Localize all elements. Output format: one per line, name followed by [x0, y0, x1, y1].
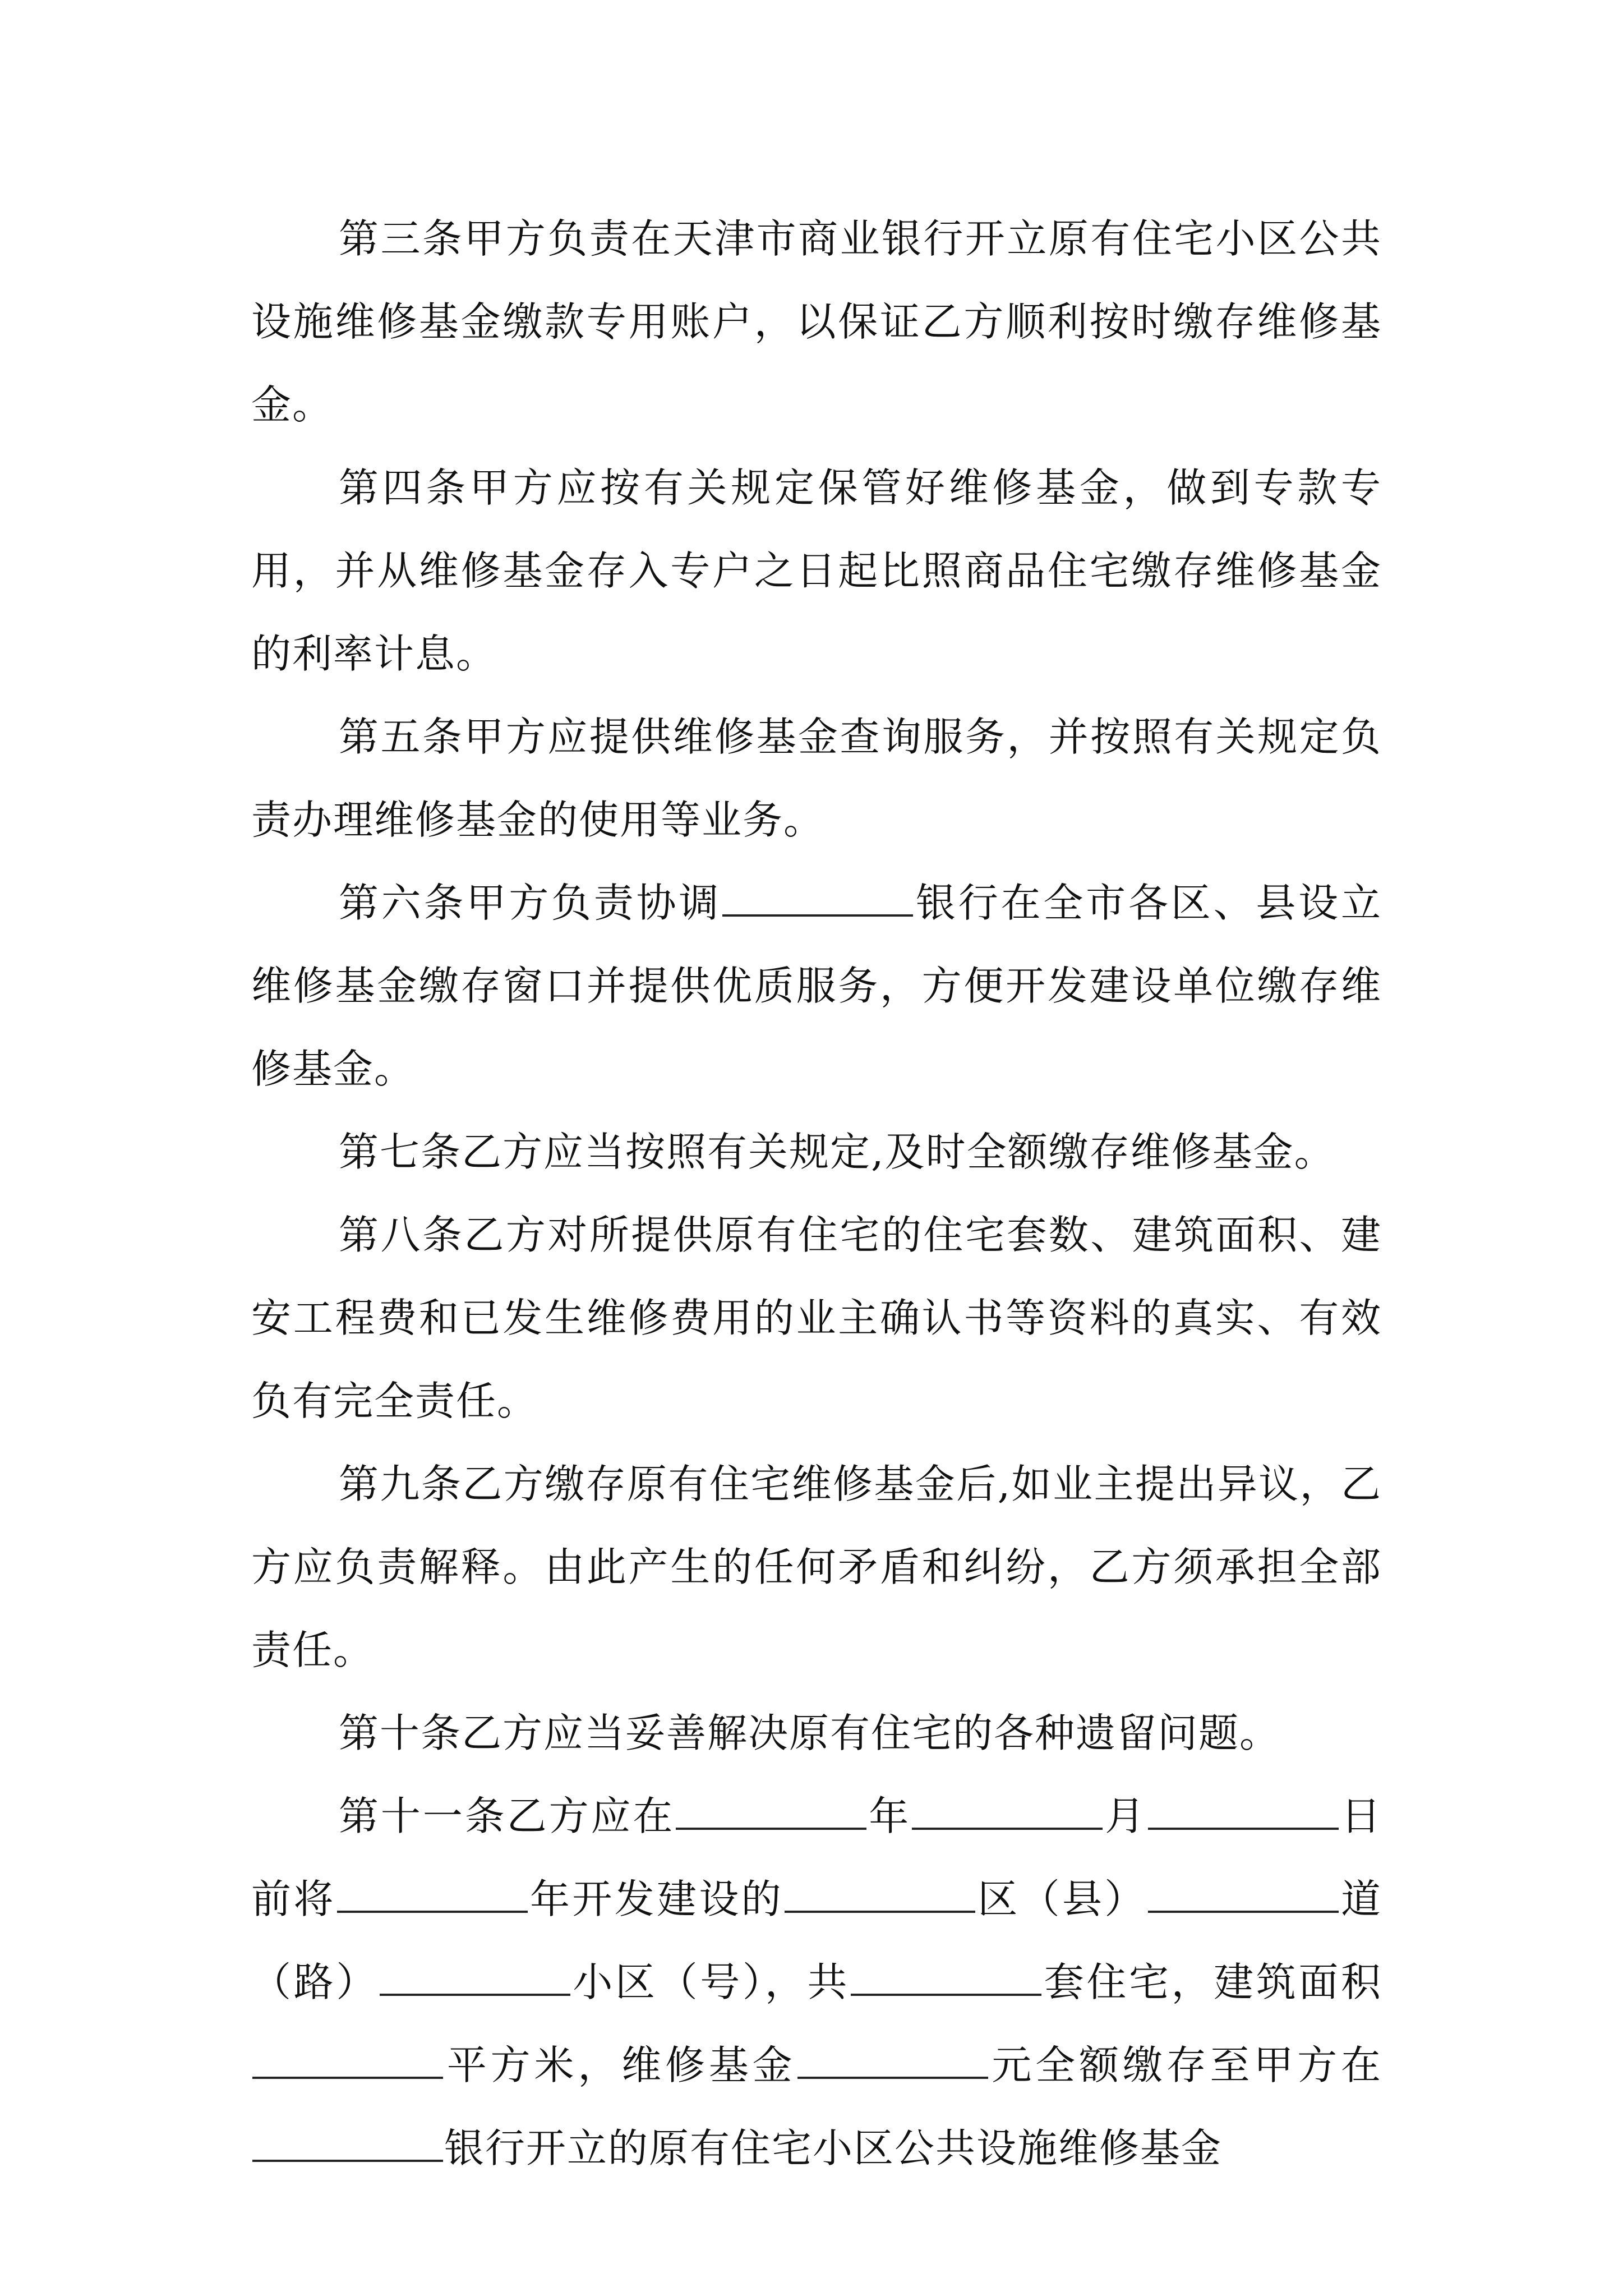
blank-field[interactable]	[722, 881, 913, 917]
article-11-text: 第十一条乙方应在	[339, 1793, 675, 1839]
blank-field[interactable]	[785, 1877, 975, 1913]
article-6	[251, 862, 1382, 1111]
article-3	[251, 197, 1382, 447]
article-11-text: 套住宅，建筑面积	[1043, 1959, 1382, 2005]
blank-field[interactable]	[676, 1794, 866, 1830]
article-4	[251, 447, 1382, 696]
article-7	[251, 1111, 1382, 1194]
blank-field[interactable]	[1148, 1877, 1339, 1913]
article-11-text: 道（路）	[251, 1876, 1382, 2005]
article-10-text: 第十条乙方应当妥善解决原有住宅的各种遗留问题。	[339, 1710, 1281, 1756]
article-11-text: 区（县）	[976, 1876, 1147, 1922]
blank-field[interactable]	[252, 2126, 443, 2162]
article-11-text: 银行开立的原有住宅小区公共设施维修基金	[444, 2125, 1223, 2171]
article-7-text: 第七条乙方应当按照有关规定,及时全额缴存维修基金。	[339, 1129, 1335, 1175]
article-11-text: 年开发建设的	[528, 1876, 783, 1922]
article-11	[251, 1775, 1382, 2190]
article-9	[251, 1443, 1382, 1692]
article-4-text: 第四条甲方应按有关规定保管好维修基金，做到专款专用，并从维修基金存入专户之日起比照商品住宅缴存维修基金的利率计息。	[251, 464, 1382, 677]
document-body	[251, 197, 1382, 2190]
article-9-text: 第九条乙方缴存原有住宅维修基金后,如业主提出异议，乙方应负责解释。由此产生的任何矛盾和纠纷，乙方须承担全部责任。	[251, 1461, 1382, 1673]
article-10	[251, 1692, 1382, 1775]
blank-field[interactable]	[912, 1794, 1103, 1830]
article-6-text: 银行在全市各区、县设立维修基金缴存窗口并提供优质服务，方便开发建设单位缴存维修基金。	[251, 880, 1382, 1092]
article-11-text: 小区（号），共	[571, 1959, 850, 2005]
article-5-text: 第五条甲方应提供维修基金查询服务，并按照有关规定负责办理维修基金的使用等业务。	[251, 714, 1382, 843]
article-11-text: 元全额缴存至甲方在	[989, 2042, 1382, 2088]
blank-field[interactable]	[252, 2043, 443, 2079]
article-3-text: 第三条甲方负责在天津市商业银行开立原有住宅小区公共设施维修基金缴款专用账户，以保证乙方顺利按时缴存维修基金。	[251, 215, 1382, 428]
article-5	[251, 696, 1382, 862]
blank-field[interactable]	[1148, 1794, 1339, 1830]
article-6-text: 第六条甲方负责协调	[339, 880, 722, 926]
blank-field[interactable]	[851, 1960, 1041, 1996]
article-11-text: 年	[868, 1793, 911, 1839]
blank-field[interactable]	[380, 1960, 570, 1996]
blank-field[interactable]	[337, 1877, 528, 1913]
article-11-text: 平方米，维修基金	[444, 2042, 796, 2088]
article-11-text: 月	[1104, 1793, 1147, 1839]
blank-field[interactable]	[797, 2043, 988, 2079]
article-11-text: 日前将	[251, 1793, 1382, 1922]
article-8	[251, 1194, 1382, 1443]
article-8-text: 第八条乙方对所提供原有住宅的住宅套数、建筑面积、建安工程费和已发生维修费用的业主确认书等资料的真实、有效负有完全责任。	[251, 1212, 1382, 1424]
